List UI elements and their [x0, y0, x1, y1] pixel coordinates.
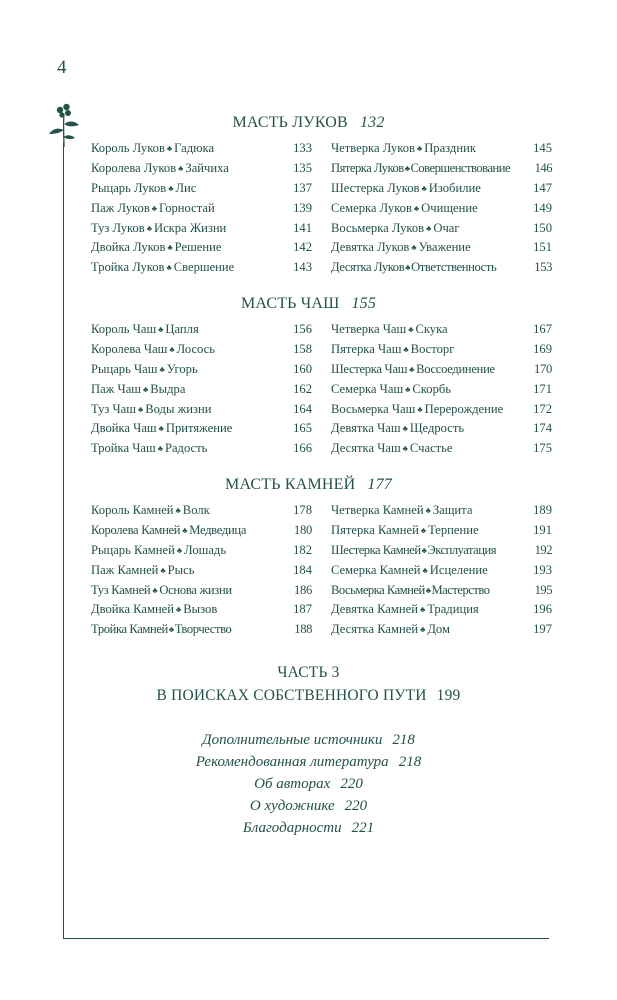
toc-entry[interactable]	[91, 139, 312, 159]
clover-icon: ♣	[425, 506, 431, 515]
clover-icon: ♣	[158, 424, 164, 434]
page-ref: 143	[293, 260, 312, 275]
page-ref: 189	[533, 503, 552, 517]
page-ref: 197	[533, 622, 552, 637]
clover-icon: ♣	[421, 183, 427, 193]
card-name: Король Луков	[91, 141, 165, 155]
toc-entry[interactable]	[91, 219, 312, 239]
clover-icon: ♣	[176, 545, 183, 555]
back-matter-entry[interactable]	[0, 751, 617, 773]
toc-entry[interactable]	[91, 179, 312, 199]
page-ref: 158	[293, 341, 312, 356]
clover-icon: ♣	[151, 203, 158, 213]
toc-entry[interactable]	[91, 419, 312, 439]
section-title	[0, 476, 617, 494]
clover-icon: ♣	[167, 243, 173, 253]
section-page: 177	[367, 476, 392, 493]
toc-entry[interactable]	[331, 501, 552, 521]
card-meaning: Цапля	[165, 322, 199, 336]
card-name: Двойка Луков	[91, 240, 166, 255]
card-meaning: Скорбь	[412, 381, 452, 396]
toc-entry[interactable]	[91, 439, 312, 459]
clover-icon: ♣	[143, 384, 149, 394]
toc-entry[interactable]	[331, 400, 552, 420]
clover-icon: ♣	[417, 404, 423, 414]
toc-entry[interactable]	[331, 139, 552, 159]
toc-entry[interactable]	[331, 238, 552, 258]
toc-entry[interactable]	[91, 320, 312, 340]
card-meaning: Выдра	[150, 381, 186, 396]
card-name: Восьмерка Чаш	[331, 401, 416, 416]
clover-icon: ♣	[168, 183, 174, 193]
page-ref: 151	[533, 240, 552, 255]
clover-icon: ♣	[169, 344, 175, 354]
card-name: Шестерка Чаш	[331, 361, 408, 376]
card-meaning: Счастье	[409, 441, 453, 456]
page-ref: 162	[293, 381, 312, 396]
card-name: Восьмерка Луков	[331, 220, 425, 235]
card-name: Туз Чаш	[91, 401, 136, 416]
card-meaning: Творчество	[174, 622, 232, 637]
card-meaning: Изобилие	[428, 180, 481, 195]
toc-entry[interactable]	[331, 360, 552, 380]
card-meaning: Основа жизни	[159, 582, 232, 597]
toc-entry[interactable]	[91, 501, 312, 521]
card-meaning: Терпение	[428, 522, 479, 537]
page-ref: 187	[293, 602, 312, 617]
page-ref: 167	[533, 322, 552, 336]
back-matter-entry[interactable]	[0, 729, 617, 751]
page-ref: 142	[293, 240, 312, 255]
clover-icon: ♣	[152, 585, 158, 595]
toc-entry[interactable]	[91, 159, 312, 179]
clover-icon: ♣	[402, 444, 408, 454]
page-ref: 165	[293, 421, 312, 436]
toc-entry[interactable]	[331, 258, 552, 278]
card-meaning: Свершение	[173, 260, 235, 275]
section-title-text: МАСТЬ КАМНЕЙ	[225, 476, 356, 493]
toc-entry[interactable]	[91, 199, 312, 219]
card-name: Десятка Луков	[331, 260, 405, 275]
page-ref: 146	[534, 160, 552, 175]
card-meaning: Воды жизни	[145, 401, 212, 416]
page-ref: 171	[533, 381, 552, 396]
toc-entry[interactable]	[91, 238, 312, 258]
page-number: 4	[57, 57, 67, 78]
page-ref: 133	[293, 141, 312, 155]
card-meaning: Горностай	[159, 200, 215, 215]
clover-icon: ♣	[405, 384, 411, 394]
page-ref: 170	[534, 361, 552, 376]
page-ref: 192	[534, 542, 552, 557]
card-name: Четверка Луков	[331, 141, 415, 155]
page-ref: 184	[293, 562, 312, 577]
card-name: Рыцарь Луков	[91, 180, 167, 195]
card-name: Двойка Камней	[91, 602, 175, 617]
card-meaning: Воссоединение	[416, 361, 495, 376]
card-name: Четверка Камней	[331, 503, 424, 517]
clover-icon: ♣	[166, 263, 172, 273]
toc-column-right	[331, 501, 552, 640]
page-ref: 164	[293, 401, 312, 416]
card-name: Пятерка Чаш	[331, 341, 402, 356]
toc-entry[interactable]	[331, 620, 552, 640]
card-name: Королева Камней	[91, 522, 181, 537]
card-meaning: Лис	[175, 180, 197, 195]
card-meaning: Дом	[427, 622, 450, 637]
card-name: Девятка Луков	[331, 240, 410, 255]
clover-icon: ♣	[137, 404, 144, 414]
back-matter-list	[0, 729, 617, 839]
card-meaning: Уважение	[418, 240, 471, 255]
card-name: Король Чаш	[91, 322, 157, 336]
toc-entry[interactable]	[331, 581, 552, 601]
page-ref: 195	[534, 582, 552, 597]
back-matter-entry[interactable]	[0, 817, 617, 839]
card-meaning: Притяжение	[165, 421, 233, 436]
clover-icon: ♣	[160, 565, 166, 575]
card-meaning: Лосось	[176, 341, 215, 356]
card-name: Королева Чаш	[91, 341, 168, 356]
toc-entry[interactable]	[91, 400, 312, 420]
card-meaning: Зайчиха	[185, 160, 229, 175]
section-page: 132	[359, 114, 385, 131]
card-name: Король Камней	[91, 503, 174, 517]
card-meaning: Угорь	[166, 361, 198, 376]
page-ref: 137	[293, 180, 312, 195]
clover-icon: ♣	[176, 605, 182, 615]
card-meaning: Мастерство	[431, 582, 490, 597]
clover-icon: ♣	[178, 163, 184, 173]
entry-title: О художнике	[249, 798, 335, 814]
clover-icon: ♣	[419, 605, 426, 615]
clover-icon: ♣	[166, 144, 173, 153]
page-ref: 145	[533, 141, 552, 155]
clover-icon: ♣	[146, 223, 152, 233]
part-page: 199	[436, 687, 461, 704]
card-name: Пятерка Камней	[331, 522, 419, 537]
section-title	[0, 114, 617, 132]
entry-page: 220	[340, 776, 363, 792]
toc-entry[interactable]	[331, 159, 552, 179]
card-name: Рыцарь Чаш	[91, 361, 158, 376]
entry-page: 220	[344, 798, 368, 814]
clover-icon: ♣	[420, 525, 427, 535]
toc-column-left	[91, 139, 312, 278]
toc-entry[interactable]	[331, 419, 552, 439]
card-meaning: Исцеление	[429, 562, 488, 577]
section-title-text: МАСТЬ ЧАШ	[240, 295, 340, 312]
clover-icon: ♣	[409, 364, 415, 374]
toc-column-right	[331, 139, 552, 278]
clover-icon: ♣	[413, 203, 420, 213]
card-meaning: Скука	[415, 322, 448, 336]
page-ref: 160	[293, 361, 312, 376]
card-name: Шестерка Луков	[331, 180, 420, 195]
horizontal-rule	[63, 938, 549, 939]
card-meaning: Гадюка	[174, 141, 215, 155]
page-ref: 174	[533, 421, 552, 436]
toc-entry[interactable]	[331, 600, 552, 620]
page-ref: 196	[533, 602, 552, 617]
clover-icon: ♣	[426, 223, 432, 233]
clover-icon: ♣	[402, 424, 408, 434]
back-matter-entry[interactable]	[0, 773, 617, 795]
page-ref: 147	[533, 180, 552, 195]
page-ref: 175	[533, 441, 552, 456]
toc-entry[interactable]	[91, 620, 312, 640]
toc-column-right	[331, 320, 552, 459]
toc-entry[interactable]	[91, 380, 312, 400]
clover-icon: ♣	[408, 325, 414, 334]
clover-icon: ♣	[425, 585, 431, 595]
card-name: Шестерка Камней	[331, 542, 421, 557]
page-ref: 153	[534, 260, 552, 275]
card-meaning: Защита	[432, 503, 473, 517]
entry-title: Об авторах	[254, 776, 331, 792]
card-name: Десятка Чаш	[331, 441, 401, 456]
page-ref: 156	[293, 322, 312, 336]
page-ref: 193	[533, 562, 552, 577]
part-title-line[interactable]	[0, 684, 617, 707]
clover-icon: ♣	[404, 163, 410, 173]
toc-entry[interactable]	[331, 439, 552, 459]
clover-icon: ♣	[411, 243, 417, 253]
card-name: Четверка Чаш	[331, 322, 407, 336]
card-name: Девятка Камней	[331, 602, 418, 617]
card-name: Туз Камней	[91, 582, 151, 597]
card-meaning: Эксплуатация	[427, 542, 497, 557]
toc-entry[interactable]	[331, 380, 552, 400]
toc-entry[interactable]	[91, 340, 312, 360]
entry-title: Благодарности	[242, 820, 342, 836]
entry-title: Рекомендованная литература	[195, 754, 389, 770]
card-meaning: Очаг	[433, 220, 460, 235]
back-matter-entry[interactable]	[0, 795, 617, 817]
entry-title: Дополнительные источники	[202, 732, 383, 748]
clover-icon: ♣	[403, 344, 409, 354]
page-ref: 135	[293, 160, 312, 175]
card-meaning: Традиция	[427, 602, 479, 617]
part-title: В ПОИСКАХ СОБСТВЕННОГО ПУТИ	[156, 687, 427, 704]
clover-icon: ♣	[182, 525, 188, 535]
clover-icon: ♣	[158, 325, 164, 334]
page-ref: 166	[293, 441, 312, 456]
page-ref: 180	[294, 522, 312, 537]
part-label: ЧАСТЬ 3	[277, 664, 340, 681]
toc-column-left	[91, 320, 312, 459]
card-meaning: Медведица	[189, 522, 247, 537]
card-meaning: Праздник	[424, 141, 476, 155]
clover-icon: ♣	[422, 565, 428, 575]
clover-icon: ♣	[420, 625, 426, 635]
toc-entry[interactable]	[331, 199, 552, 219]
page-ref: 141	[293, 220, 312, 235]
section-page: 155	[351, 295, 377, 312]
toc-entry[interactable]	[331, 179, 552, 199]
toc-entry[interactable]	[91, 600, 312, 620]
toc-entry[interactable]	[331, 561, 552, 581]
card-name: Паж Чаш	[91, 381, 142, 396]
card-meaning: Щедрость	[409, 421, 465, 436]
page-ref: 139	[293, 200, 312, 215]
entry-page: 218	[398, 754, 422, 770]
section-title	[0, 295, 617, 313]
clover-icon: ♣	[157, 444, 163, 454]
card-meaning: Перерождение	[424, 401, 504, 416]
card-name: Королева Луков	[91, 160, 177, 175]
toc-entry[interactable]	[91, 360, 312, 380]
card-name: Восьмерка Камней	[331, 582, 425, 597]
card-meaning: Решение	[174, 240, 222, 255]
page-ref: 188	[294, 622, 312, 637]
card-meaning: Совершенствование	[410, 160, 511, 175]
toc-column-left	[91, 501, 312, 640]
toc-entry[interactable]	[91, 521, 312, 541]
card-meaning: Искра Жизни	[153, 220, 227, 235]
card-name: Десятка Камней	[331, 622, 419, 637]
page-ref: 182	[293, 542, 312, 557]
card-name: Семерка Луков	[331, 200, 412, 215]
toc-entry[interactable]	[331, 340, 552, 360]
page-ref: 149	[533, 200, 552, 215]
card-meaning: Лошадь	[184, 542, 227, 557]
card-name: Тройка Камней	[91, 622, 168, 637]
page-ref: 191	[533, 522, 552, 537]
card-name: Тройка Луков	[91, 260, 165, 275]
page-ref: 150	[533, 220, 552, 235]
section-title-text: МАСТЬ ЛУКОВ	[232, 114, 348, 131]
toc-entry[interactable]	[91, 561, 312, 581]
clover-icon: ♣	[405, 263, 411, 273]
card-meaning: Радость	[164, 441, 208, 456]
card-name: Рыцарь Камней	[91, 542, 175, 557]
card-meaning: Волк	[182, 503, 210, 517]
card-name: Туз Луков	[91, 220, 145, 235]
clover-icon: ♣	[416, 144, 423, 153]
page-ref: 169	[533, 341, 552, 356]
toc-entry[interactable]	[331, 320, 552, 340]
card-name: Паж Камней	[91, 562, 159, 577]
card-name: Пятерка Луков	[331, 160, 404, 175]
entry-page: 218	[392, 732, 415, 748]
card-name: Двойка Чаш	[91, 421, 157, 436]
entry-page: 221	[351, 820, 375, 836]
toc-entry[interactable]	[331, 521, 552, 541]
part-heading	[0, 661, 617, 707]
toc-entry[interactable]	[91, 258, 312, 278]
clover-icon: ♣	[168, 625, 174, 635]
clover-icon: ♣	[421, 545, 427, 555]
page-ref: 186	[294, 582, 312, 597]
card-name: Паж Луков	[91, 200, 150, 215]
toc-entry[interactable]	[91, 541, 312, 561]
clover-icon: ♣	[159, 364, 165, 374]
card-name: Девятка Чаш	[331, 421, 401, 436]
card-meaning: Восторг	[410, 341, 455, 356]
card-meaning: Вызов	[183, 602, 218, 617]
card-meaning: Ответственность	[411, 260, 497, 275]
toc-entry[interactable]	[331, 219, 552, 239]
page-ref: 172	[533, 401, 552, 416]
card-meaning: Очищение	[421, 200, 478, 215]
card-name: Семерка Чаш	[331, 381, 404, 396]
toc-entry[interactable]	[91, 581, 312, 601]
card-meaning: Рысь	[167, 562, 195, 577]
toc-entry[interactable]	[331, 541, 552, 561]
page-ref: 178	[293, 503, 312, 517]
card-name: Семерка Камней	[331, 562, 421, 577]
card-name: Тройка Чаш	[91, 441, 156, 456]
clover-icon: ♣	[175, 506, 181, 515]
